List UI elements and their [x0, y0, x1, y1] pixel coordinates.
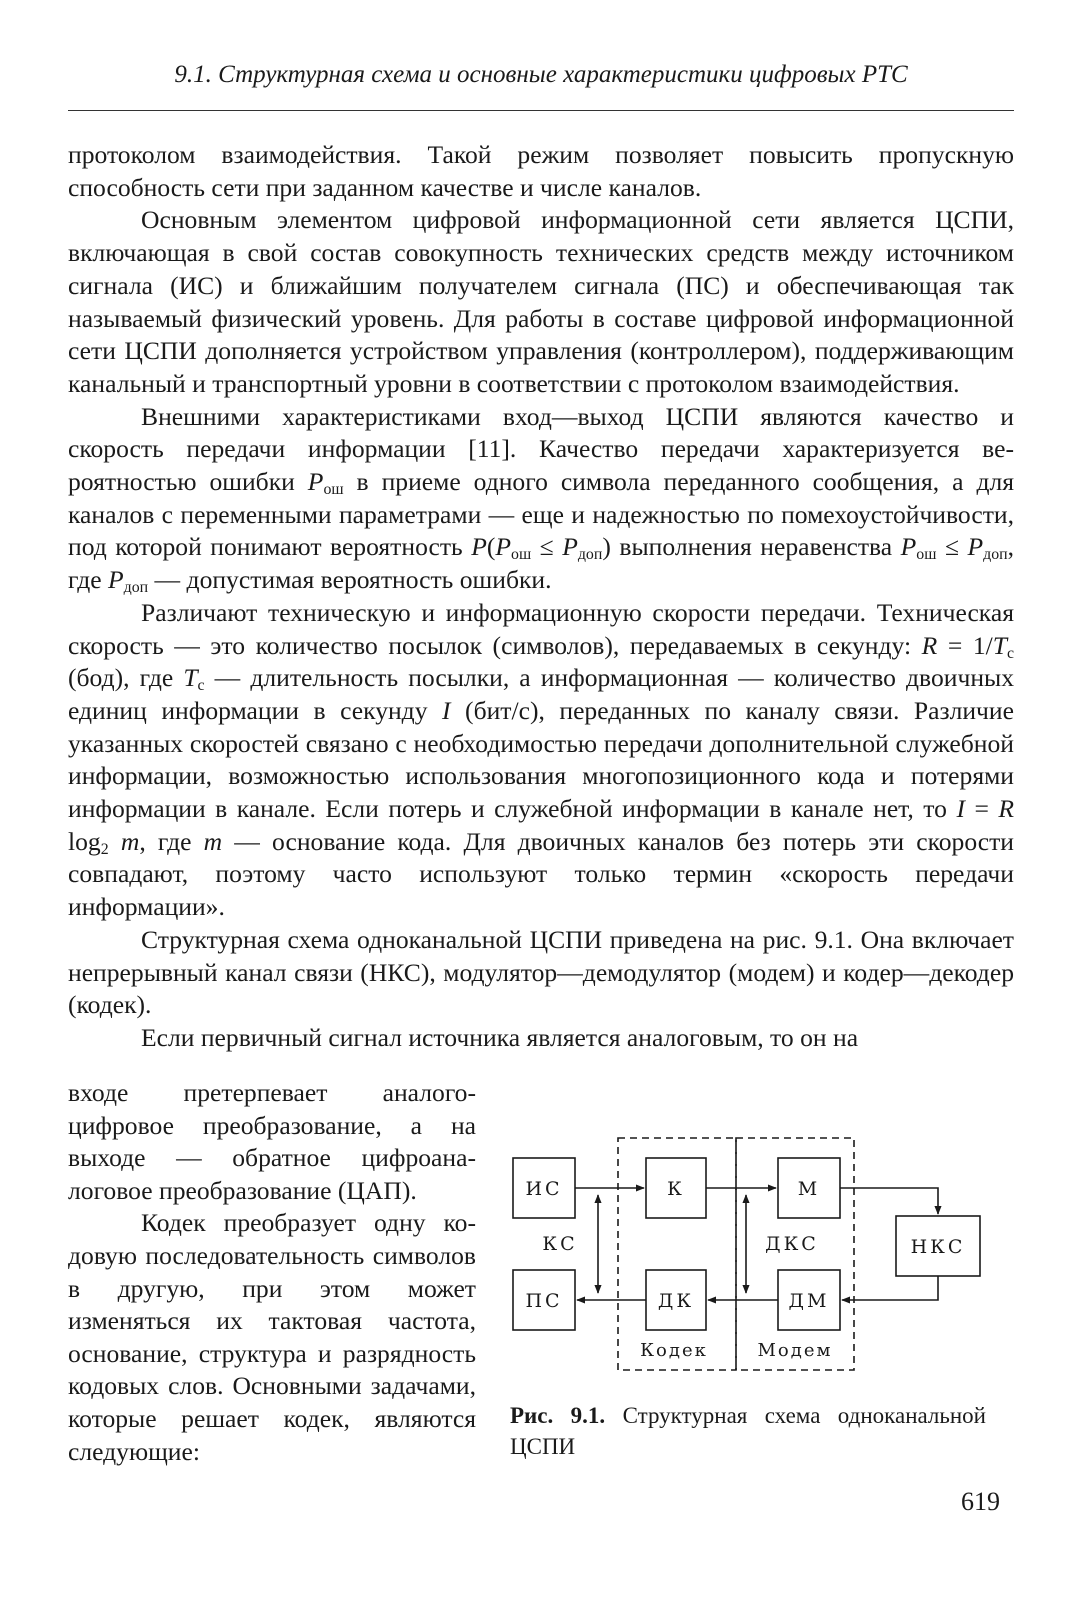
block-is-label: ИС — [525, 1178, 563, 1200]
paragraph-2: Основным элементом цифровой информационной сети является ЦСПИ, включающая в свой состав совокупность технических средств между источником сигнала (ИС) и ближайшим получателем сигнала (ПС) и обеспечивающая так называемый физический уровень. Для работы в составе цифровой информационной сети ЦСПИ дополняется устройством управления (контроллером), поддерживающим канальный и транспортный уровни в соответствии с протоколом взаимодействия. — [68, 205, 1014, 398]
caption-label: Рис. 9.1. — [510, 1403, 606, 1428]
page-number: 619 — [961, 1487, 1000, 1516]
modem-label: Модем — [757, 1340, 833, 1361]
dks-label: ДКС — [765, 1233, 819, 1255]
header-rule — [68, 110, 1014, 111]
caption-text: Структурная схема одноканальной ЦСПИ — [510, 1403, 986, 1459]
side-column-text — [68, 1077, 476, 1468]
paragraph-5: Структурная схема одноканальной ЦСПИ приведена на рис. 9.1. Она включает непрерывный канал связи (НКС), модулятор—демодулятор (модем) и кодер—декодер (кодек). — [68, 924, 1014, 1020]
paragraph-3: Внешними характеристиками вход—выход ЦСПИ являются качество и скорость передачи информации [11]. Качество передачи характеризуется вероятностью ошибки $P_{ош}$ в приеме одного символа переданного сообщения, а для каналов с переменными параметрами — еще и надежностью по помехоустойчивости, под которой понимают вероятность $P(P_{ош} \le P_{доп})$ выполнения неравенства $P_{ош} \le P_{доп}$, где $P_{доп}$ — допустимая вероятность ошибки. — [68, 401, 1015, 597]
codec-group-frame — [618, 1138, 736, 1370]
block-m-label: М — [797, 1178, 821, 1200]
paragraph-1: протоколом взаимодействия. Такой режим позволяет повысить пропускную способность сети при заданном качестве и числе каналов. — [68, 140, 1014, 202]
main-text — [68, 139, 1014, 1055]
ks-label: КС — [542, 1233, 578, 1255]
paragraph-4: Различают техническую и информационную скорости передачи. Техническая скорость — это количество посылок (символов), передаваемых в секунду: $R = 1/T_с$ (бод), где $T_с$ — длительность посылки, а информационная — количество двоичных единиц информации в секунду I (бит/с), переданных по каналу связи. Различие указанных скоростей связано с необходимостью передачи дополнительной служебной информации, возможностью использования многопозиционного кода и потерями информации в канале. Если потерь и служебной информации в канале нет, то I = R $\log_2 m$, где m — основание кода. Для двоичных каналов без потерь эти скорости совпадают, поэтому часто используют только термин «скорость передачи информации». — [68, 597, 1015, 922]
block-diagram — [508, 1128, 998, 1378]
block-dm-label: ДМ — [788, 1290, 830, 1312]
block-nks-label: НКС — [910, 1236, 966, 1258]
block-ps-label: ПС — [525, 1290, 563, 1312]
paragraph-6-continued: входе претерпевает аналого-цифровое преобразование, а на выходе — обратное цифроаналоговое преобразование (ЦАП). — [68, 1078, 476, 1205]
figure-caption — [510, 1400, 986, 1462]
running-head: 9.1. Структурная схема и основные характеристики цифровых РТС — [174, 61, 908, 88]
block-k-label: К — [667, 1178, 685, 1200]
block-dk-label: ДК — [657, 1290, 695, 1312]
codec-label: Кодек — [640, 1340, 708, 1361]
paragraph-7: Кодек преобразует одну кодовую последовательность символов в другую, при этом может изменяться их тактовая частота, основание, структура и разрядность кодовых слов. Основными задачами, которые решает кодек, являются следующие: — [68, 1208, 476, 1466]
paragraph-6: Если первичный сигнал источника является аналоговым, то он на — [141, 1022, 859, 1052]
